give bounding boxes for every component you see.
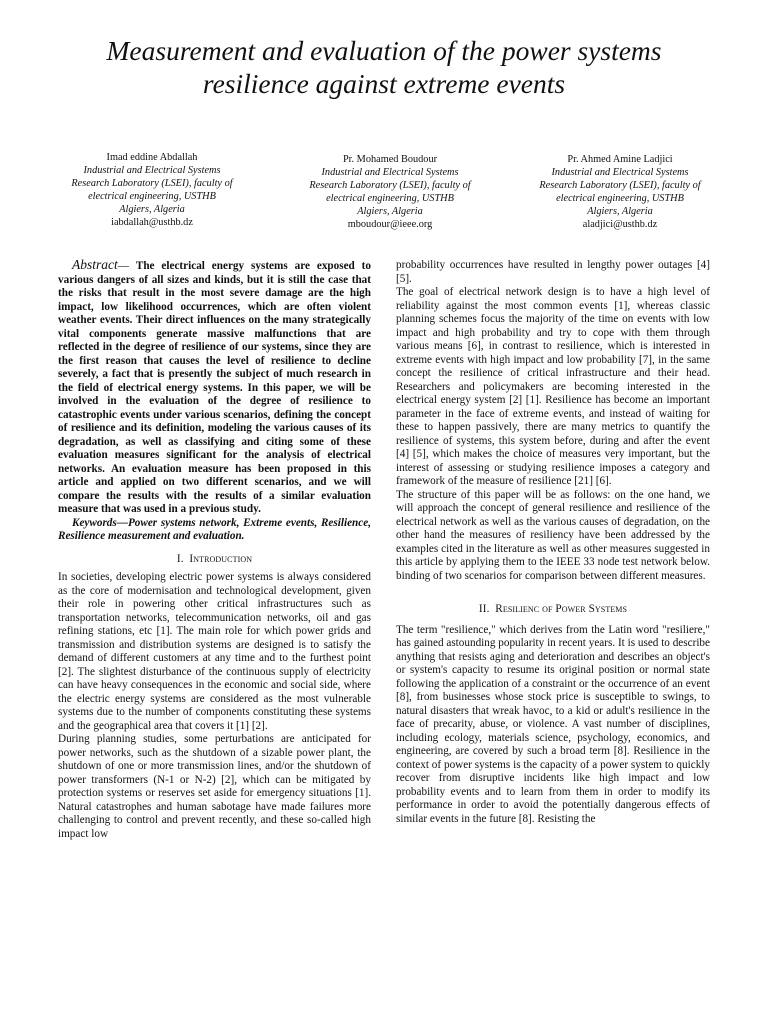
- resilience-paragraph-1: The term "resilience," which derives from the Latin word "resiliere," has gained astounding popularity in recent years. It is used to describe anything that resists aging and deterioration and describes an object's or system's capacity to resume its original position or normal state following the application of a constraint or the occurrence of an event [8], from businesses whose stock price is susceptible to swings, to natural disasters that wreak havoc, to a kid or adult's resilience in the face of precarity, abuse, or violence. A vast number of disciplines, including ecology, materials science, psychology, economics, and engineering, are covered by such a broad term [8]. Resilience in the context of power systems is the capacity of a power system to quickly recover from disruptive incidents like high impact and low probability events and to learn from them in order to modify its performance in order to avoid the potentially dangerous effects of similar events in the future [8]. Resisting the: [396, 623, 710, 825]
- section-title: Introduction: [189, 552, 253, 565]
- right-column: [396, 259, 710, 826]
- abstract-dash: —: [117, 260, 129, 272]
- author-name: Pr. Ahmed Amine Ladjici: [567, 154, 673, 165]
- author-affiliation: Research Laboratory (LSEI), faculty of: [539, 179, 701, 191]
- section-title: Resilienc of Power Systems: [495, 603, 628, 615]
- author-affiliation: Research Laboratory (LSEI), faculty of: [309, 179, 471, 191]
- author-email: mboudour@ieee.org: [347, 218, 433, 230]
- left-column: [58, 258, 371, 841]
- section-number: I.: [176, 552, 184, 565]
- author-block-2: [284, 154, 496, 231]
- abstract-text: The electrical energy systems are exposed to various dangers of all sizes and kinds, but it is still the case that the risks that result in the most severe damage are the high impact, low likelihood occurrences, which are often violent weather events. Their direct influences on the many strategically vital components generate massive malfunctions that are reflected in the degree of resilience of our systems, since they are the first reason that causes the level of resilience to decline severely, a fact that is presently the subject of much research in the field of electrical energy systems. In this paper, we will be involved in the evaluation of the degree of resilience to catastrophic events under various scenarios, defining the concept of resilience and its definition, modeling the various causes of its degradation, as well as classifying and citing some of these evaluation measures significant for the analysis of electrical networks. An evaluation measure has been proposed in this article and applied on two different scenarios, and we will compare the results with the results of a similar evaluation measure that was used in a previous study.: [58, 260, 372, 515]
- author-affiliation: Industrial and Electrical Systems: [551, 166, 689, 178]
- author-location: Algiers, Algeria: [587, 205, 653, 217]
- author-name: Imad eddine Abdallah: [106, 152, 198, 163]
- author-name: Pr. Mohamed Boudour: [342, 154, 438, 165]
- author-location: Algiers, Algeria: [357, 205, 423, 217]
- title-line-2: resilience against extreme events: [202, 68, 566, 99]
- keywords-label: Keywords—: [72, 516, 128, 529]
- author-email: aladjici@usthb.dz: [582, 218, 658, 230]
- author-block-1: [48, 152, 256, 229]
- keywords: [58, 517, 371, 544]
- author-location: Algiers, Algeria: [119, 203, 185, 215]
- intro-paragraph-1: In societies, developing electric power systems is always considered as the core of modernisation and technological development, given their role in powering other critical infrastructures such as transportation networks, telecommunication networks, oil and gas refining stations, etc [1]. The main role for which power grids and transmission and distribution systems are designed is to satisfy the demand of different customers at any time and to the furthest point [2]. The slightest disturbance of the continuous supply of electricity can have heavy consequences in the economic and social side, where the electric energy systems are considered as the most vulnerable systems due to the number of components constituting these systems and the geographical area that covers it [1] [2].: [58, 571, 371, 732]
- author-affiliation: Research Laboratory (LSEI), faculty of: [71, 177, 233, 189]
- section-heading-introduction: [58, 553, 371, 567]
- author-affiliation: electrical engineering, USTHB: [326, 192, 454, 204]
- right-paragraph-3: The structure of this paper will be as follows: on the one hand, we will approach the concept of general resilience and resilience of the electrical network as well as the various causes of degradation, on the other hand the measures of resiliency have been addressed by the examples cited in the literature as well as other measures suggested in this article by applying them to the IEEE 33 node test network below. binding of two scenarios for comparison between different measures.: [396, 488, 710, 582]
- abstract-label: Abstract: [72, 257, 118, 272]
- right-paragraph-1: probability occurrences have resulted in lengthy power outages [4] [5].: [396, 259, 710, 285]
- section-heading-resilience: [396, 603, 710, 617]
- intro-paragraph-2: During planning studies, some perturbations are anticipated for power networks, such as the shutdown of a sizable power plant, the shutdown of one or more transmission lines, and/or the shutdown of power transformers (N-1 or N-2) [2], which can be mitigated by protection systems or reserves set aside for emergency situations [1]. Natural catastrophes and human sabotage have made failures more challenging to control and prevent recently, and these so-called high impact low: [58, 733, 371, 840]
- author-affiliation: electrical engineering, USTHB: [556, 192, 684, 204]
- right-paragraph-2: The goal of electrical network design is to have a high level of reliability against the most common events [1], whereas classic planning schemes focus the majority of the time on events with low impact and high probability and try to cope with them through various means [6], in contrast to resilience, which is interested in extreme events with high impact and low probability [7], in the same concept the resilience of critical infrastructure and their head. Researchers and policymakers are becoming interested in the electrical energy system [2] [1]. Resilience has become an important parameter in the face of extreme events, and instead of waiting for these to happen passively, there are many metrics to quantify the resilience of systems, this system before, during and after the event [4] [5], which makes the choice of measures very important, but the interest of assessing or studying resilience imposes a category and framework of the measure of resilience [21] [6].: [396, 286, 710, 487]
- abstract: [58, 258, 371, 517]
- keywords-text: Power systems network, Extreme events, Resilience, Resilience measurement and evaluation.: [58, 516, 371, 542]
- author-affiliation: Industrial and Electrical Systems: [321, 166, 459, 178]
- author-affiliation: electrical engineering, USTHB: [88, 190, 216, 202]
- section-number: II.: [478, 603, 490, 615]
- title-line-1: Measurement and evaluation of the power systems: [106, 35, 662, 66]
- paper-title: [40, 34, 728, 100]
- author-affiliation: Industrial and Electrical Systems: [83, 164, 221, 176]
- author-block-3: [514, 154, 726, 231]
- author-email: iabdallah@usthb.dz: [111, 216, 193, 228]
